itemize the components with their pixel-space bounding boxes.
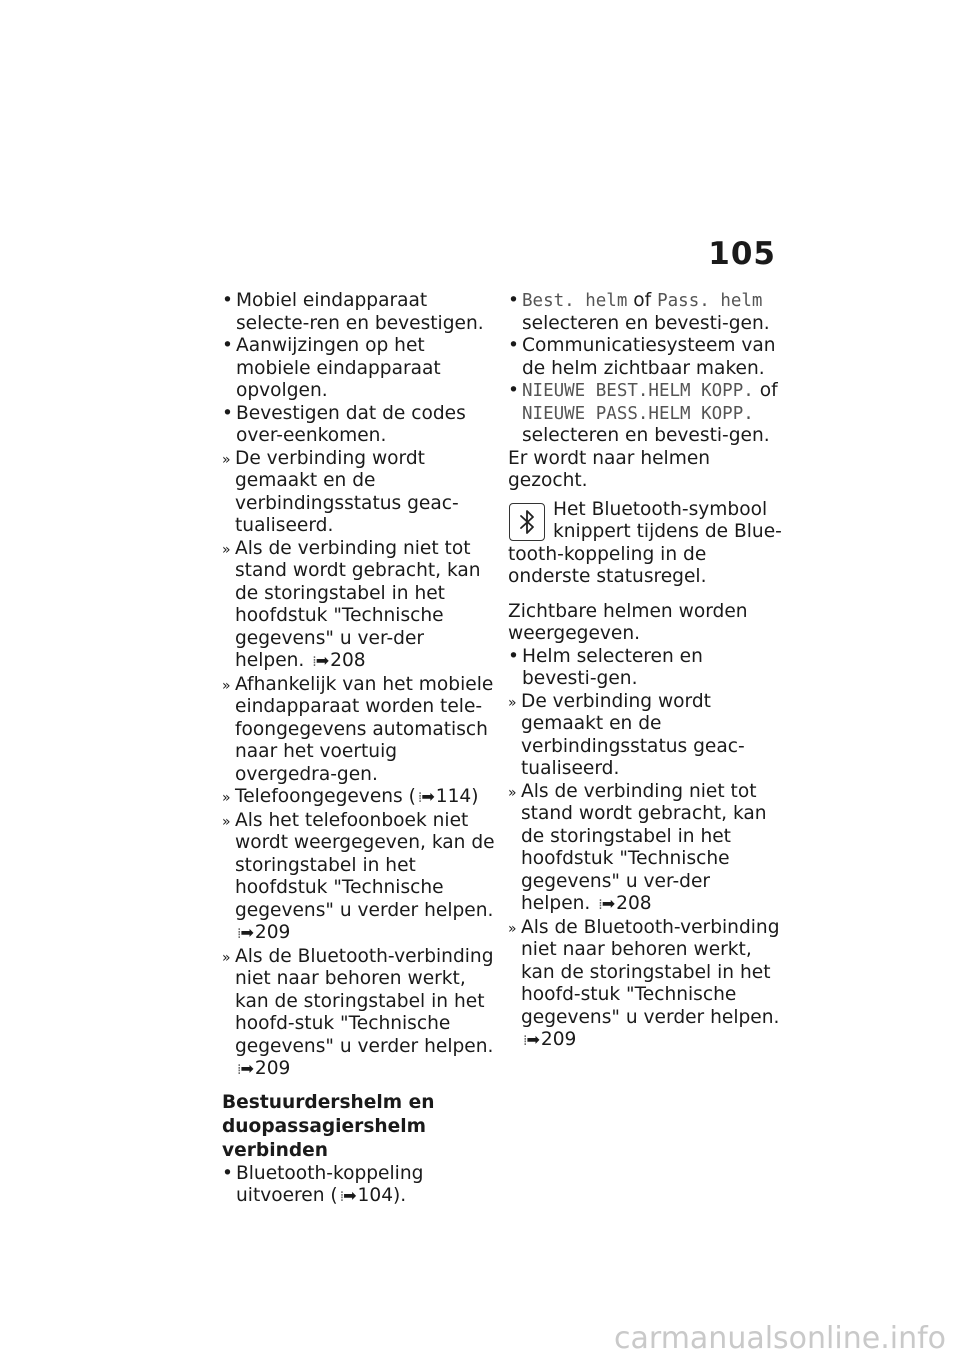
list-item	[222, 538, 497, 674]
arrow-right-icon: ⁞ ➡	[237, 922, 252, 946]
list-item	[508, 646, 783, 691]
info-text: Het Bluetooth-symbool knippert tijdens de Blue-tooth-koppeling in de onderste statusregel.	[508, 498, 782, 587]
bullet: •	[508, 335, 519, 356]
item-text: Als het telefoonboek niet wordt weergegeven, kan de storingstabel in het hoofdstuk "Technische gegevens" u verder helpen.	[235, 809, 495, 921]
bullet: •	[222, 335, 233, 356]
display-text: Best. helm	[522, 291, 628, 311]
page-reference-link[interactable]: 209	[540, 1029, 577, 1050]
item-text: Helm selecteren en bevesti-gen.	[522, 645, 703, 689]
arrow-right-icon: ⁞ ➡	[598, 893, 613, 917]
item-text: Bluetooth-koppeling uitvoeren (	[236, 1162, 424, 1206]
list-item	[222, 674, 497, 787]
list-item	[222, 946, 497, 1082]
item-text: De verbinding wordt gemaakt en de verbindingsstatus geac-tualiseerd.	[235, 447, 459, 536]
result-marker: »	[508, 920, 517, 937]
arrow-right-icon: ⁞ ➡	[523, 1029, 538, 1053]
arrow-right-icon: ⁞ ➡	[312, 650, 327, 674]
bullet: •	[222, 402, 233, 424]
bullet: •	[222, 1162, 233, 1184]
arrow-right-icon: ⁞ ➡	[418, 786, 433, 810]
result-marker: »	[508, 694, 517, 711]
item-text: Als de verbinding niet tot stand wordt gebracht, kan de storingstabel in het hoofdstuk "Technische gegevens" u ver-der helpen.	[235, 537, 481, 671]
page-reference-link[interactable]: 208	[616, 893, 652, 914]
list-item	[222, 786, 497, 810]
list-item	[508, 917, 783, 1053]
bullet: •	[222, 290, 233, 311]
paragraph: Zichtbare helmen worden weergegeven.	[508, 600, 748, 644]
display-text: NIEUWE PASS.HELM KOPP.	[522, 403, 754, 424]
arrow-right-icon: ⁞ ➡	[237, 1058, 252, 1082]
result-marker: »	[508, 784, 517, 801]
item-text: Als de verbinding niet tot stand wordt gebracht, kan de storingstabel in het hoofdstuk "Technische gegevens" u ver-der helpen.	[521, 780, 767, 914]
list-item	[222, 335, 497, 403]
item-text: selecteren en bevesti-gen.	[522, 312, 770, 334]
section-heading: Bestuurdershelm en duopassagiershelm verbinden	[222, 1091, 435, 1161]
list-item	[508, 691, 783, 781]
item-text: Afhankelijk van het mobiele eindapparaat worden tele-foongegevens automatisch naar het voertuig overgedra-gen.	[235, 673, 494, 785]
result-marker: »	[222, 790, 231, 806]
item-text: Telefoongegevens (	[235, 786, 416, 807]
paragraph: Er wordt naar helmen gezocht.	[508, 447, 711, 491]
item-text: Bevestigen dat de codes over-eenkomen.	[236, 402, 466, 446]
item-text-after: ).	[393, 1185, 407, 1206]
item-text: Communicatiesysteem van de helm zichtbaar maken.	[522, 335, 776, 379]
list-item	[508, 380, 783, 448]
display-text: NIEUWE BEST.HELM KOPP.	[522, 381, 754, 401]
item-text: of	[753, 380, 778, 401]
page-reference-link[interactable]: 209	[254, 1058, 291, 1079]
list-item	[222, 290, 497, 335]
page-number: 105	[708, 236, 776, 272]
bluetooth-icon	[509, 503, 545, 541]
result-marker: »	[222, 451, 231, 468]
item-text: Mobiel eindapparaat selecte-ren en bevestigen.	[236, 290, 484, 334]
list-item	[222, 448, 497, 538]
list-item	[222, 1163, 497, 1209]
item-text: of	[627, 290, 658, 311]
list-item	[222, 403, 497, 448]
result-marker: »	[222, 541, 231, 558]
result-marker: »	[222, 949, 231, 966]
item-text: selecteren en bevesti-gen.	[522, 425, 770, 446]
right-column	[508, 290, 783, 1053]
result-marker: »	[222, 813, 231, 830]
info-note	[508, 499, 783, 589]
list-item	[508, 290, 783, 335]
arrow-right-icon: ⁞ ➡	[340, 1185, 355, 1209]
display-text: Pass. helm	[657, 291, 763, 311]
page-reference-link[interactable]: 114	[435, 786, 472, 807]
item-text: Als de Bluetooth-verbinding niet naar behoren werkt, kan de storingstabel in het hoofd-stuk "Technische gegevens" u verder helpen.	[521, 916, 780, 1028]
item-text-after: )	[471, 786, 479, 807]
list-item	[508, 781, 783, 917]
page-reference-link[interactable]: 209	[254, 922, 291, 943]
bullet: •	[508, 645, 519, 667]
bullet: •	[508, 380, 519, 401]
page-reference-link[interactable]: 104	[357, 1185, 394, 1206]
item-text: Aanwijzingen op het mobiele eindapparaat opvolgen.	[236, 335, 441, 401]
item-text: Als de Bluetooth-verbinding niet naar behoren werkt, kan de storingstabel in het hoofd-stuk "Technische gegevens" u verder helpen.	[235, 945, 494, 1057]
watermark: carmanualsonline.info	[614, 1321, 946, 1356]
result-marker: »	[222, 677, 231, 694]
list-item	[222, 810, 497, 946]
item-text: De verbinding wordt gemaakt en de verbindingsstatus geac-tualiseerd.	[521, 690, 745, 779]
list-item	[508, 335, 783, 380]
left-column	[222, 290, 497, 1209]
page-reference-link[interactable]: 208	[330, 650, 366, 671]
bullet: •	[508, 290, 519, 311]
